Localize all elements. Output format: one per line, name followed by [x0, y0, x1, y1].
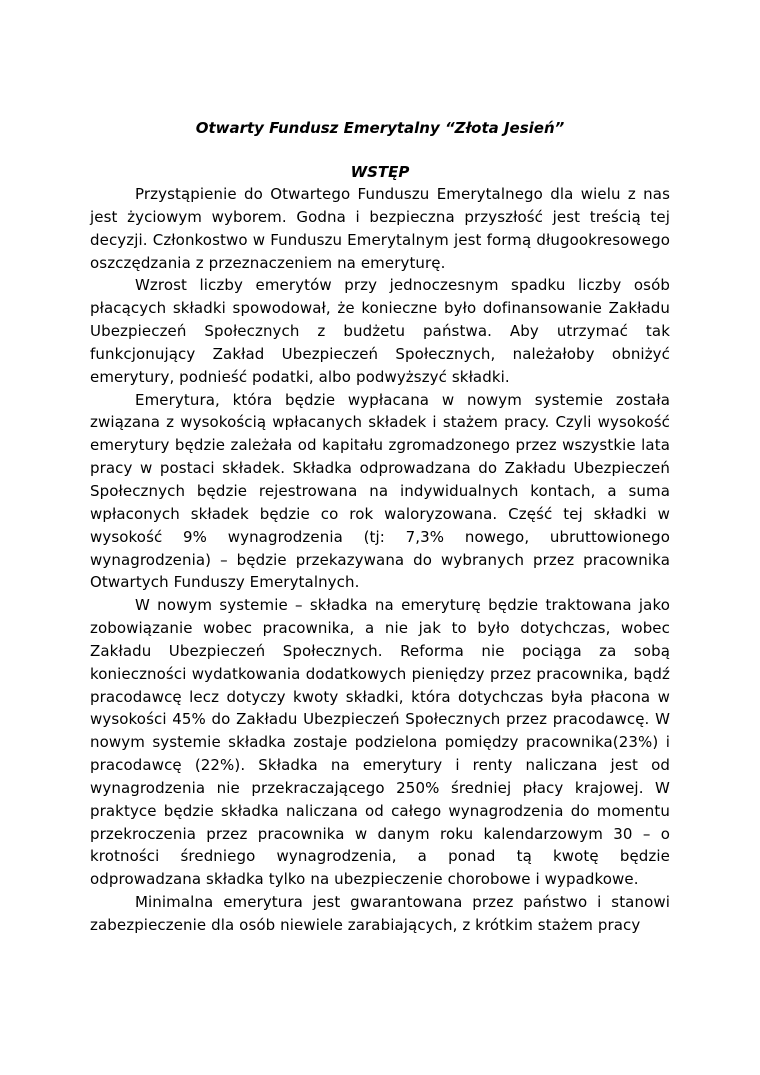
paragraph: Przystąpienie do Otwartego Funduszu Emerytalnego dla wielu z nas jest życiowym wyborem. Godna i bezpieczna przyszłość jest treścią tej decyzji. Członkostwo w Funduszu Emerytalnym jest formą długookresowego oszczędzania z przeznaczeniem na emeryturę. [90, 185, 670, 272]
paragraph: Wzrost liczby emerytów przy jednoczesnym spadku liczby osób płacących składki spowodował, że konieczne było dofinansowanie Zakładu Ubezpieczeń Społecznych z budżetu państwa. Aby utrzymać tak funkcjonujący Zakład Ubezpieczeń Społecznych, należałoby obniżyć emerytury, podnieść podatki, albo podwyższyć składki. [90, 276, 670, 386]
section-heading: WSTĘP [350, 163, 410, 181]
paragraph: Minimalna emerytura jest gwarantowana przez państwo i stanowi zabezpieczenie dla osób niewiele zarabiających, z krótkim stażem pracy [90, 893, 670, 934]
document-title: Otwarty Fundusz Emerytalny “Złota Jesień” [195, 119, 565, 137]
paragraph: W nowym systemie – składka na emeryturę będzie traktowana jako zobowiązanie wobec pracownika, a nie jak to było dotychczas, wobec Zakładu Ubezpieczeń Społecznych. Reforma nie pociąga za sobą konieczności wydatkowania dodatkowych pieniędzy przez pracownika, bądź pracodawcę lecz dotyczy kwoty składki, która dotychczas była płacona w wysokości 45% do Zakładu Ubezpieczeń Społecznych przez pracodawcę. W nowym systemie składka zostaje podzielona pomiędzy pracownika(23%) i pracodawcę (22%). Składka na emerytury i renty naliczana jest od wynagrodzenia nie przekraczającego 250% średniej płacy krajowej. W praktyce będzie składka naliczana od całego wynagrodzenia do momentu przekroczenia przez pracownika w danym roku kalendarzowym 30 – o krotności średniego wynagrodzenia, a ponad tą kwotę będzie odprowadzana składka tylko na ubezpieczenie chorobowe i wypadkowe. [90, 596, 670, 889]
paragraph: Emerytura, która będzie wypłacana w nowym systemie została związana z wysokością wpłacanych składek i stażem pracy. Czyli wysokość emerytury będzie zależała od kapitału zgromadzonego przez wszystkie lata pracy w postaci składek. Składka odprowadzana do Zakładu Ubezpieczeń Społecznych będzie rejestrowana na indywidualnych kontach, a suma wpłaconych składek będzie co rok waloryzowana. Część tej składki w wysokość 9% wynagrodzenia (tj: 7,3% nowego, ubruttowionego wynagrodzenia) – będzie przekazywana do wybranych przez pracownika Otwartych Funduszy Emerytalnych. [90, 390, 670, 592]
document-body [90, 183, 670, 937]
